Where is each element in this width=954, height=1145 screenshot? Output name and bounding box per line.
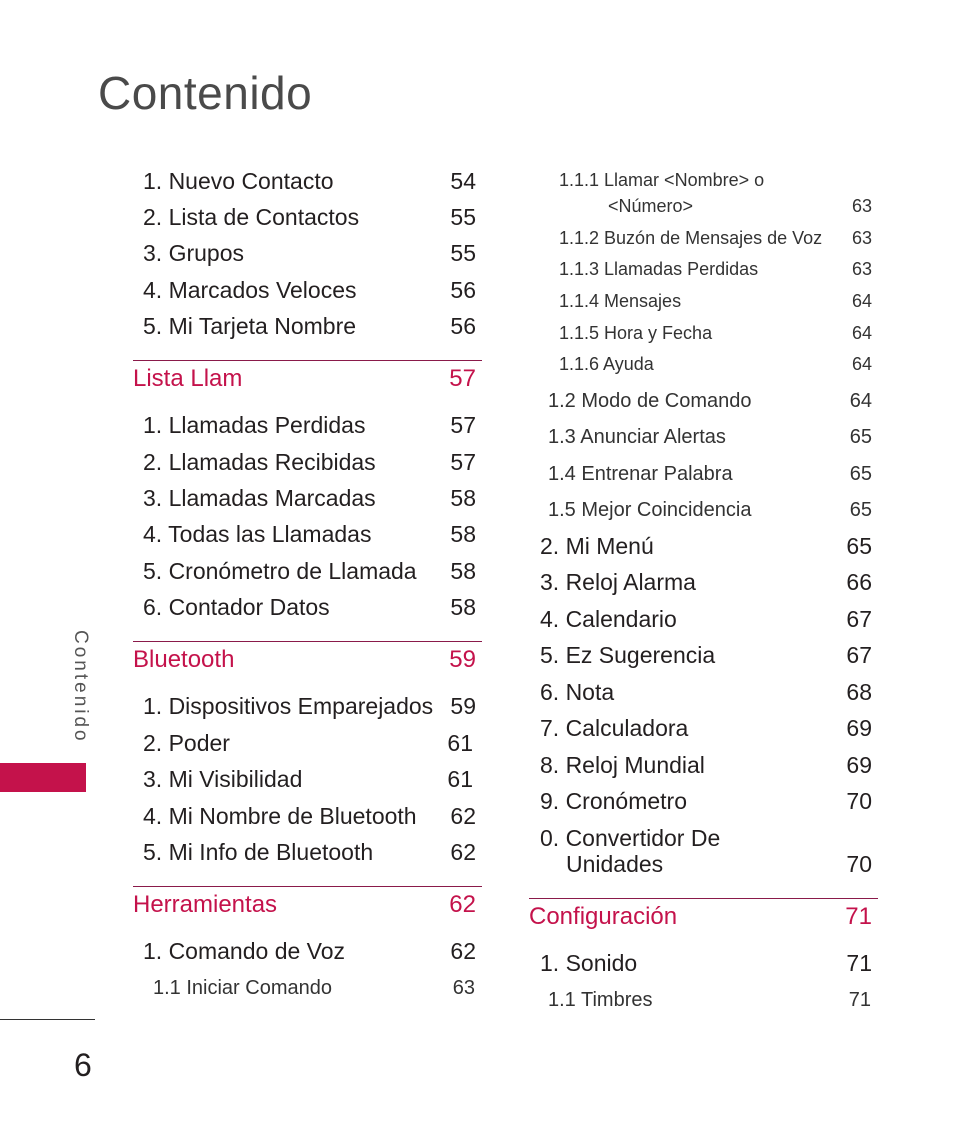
toc-entry[interactable]	[143, 449, 476, 476]
toc-entry-page: 57	[450, 412, 476, 438]
toc-entry-page: 63	[851, 259, 872, 279]
toc-subentry[interactable]	[548, 463, 872, 486]
toc-entry[interactable]	[143, 693, 476, 720]
section-heading-label: Configuración	[529, 903, 678, 930]
section-heading-page: 59	[449, 646, 476, 673]
page-number: 6	[74, 1047, 92, 1083]
section-divider	[133, 886, 482, 887]
toc-entry-label: 1.2 Modo de Comando	[548, 390, 752, 412]
toc-entry-label: 1.1.5 Hora y Fecha	[559, 323, 713, 343]
toc-entry-label: 1.1.2 Buzón de Mensajes de Voz	[559, 228, 823, 248]
toc-entry[interactable]	[143, 313, 476, 340]
toc-entry[interactable]	[143, 594, 476, 621]
toc-entry[interactable]	[143, 168, 476, 195]
toc-subentry[interactable]	[559, 323, 872, 344]
toc-entry-label: 3. Grupos	[143, 240, 244, 266]
toc-entry-page: 67	[846, 606, 872, 632]
toc-entry-label: 1.1.3 Llamadas Perdidas	[559, 259, 759, 279]
section-heading-page: 57	[449, 365, 476, 392]
toc-subentry[interactable]	[548, 499, 872, 522]
toc-entry-page: 58	[450, 521, 476, 547]
toc-entry[interactable]	[540, 715, 872, 742]
toc-subentry[interactable]	[153, 977, 475, 1000]
side-tab-marker	[0, 763, 86, 792]
toc-entry-page: 61	[447, 730, 473, 756]
toc-entry-label: 3. Mi Visibilidad	[143, 766, 303, 792]
toc-entry-label: 5. Mi Tarjeta Nombre	[143, 313, 357, 339]
toc-entry-page: 58	[450, 558, 476, 584]
toc-entry-label: 5. Ez Sugerencia	[540, 642, 716, 668]
toc-entry-label: 1. Sonido	[540, 950, 638, 976]
section-divider	[133, 360, 482, 361]
toc-entry-page: 62	[450, 938, 476, 964]
toc-entry-page: 63	[452, 977, 475, 999]
toc-subentry[interactable]	[548, 426, 872, 449]
toc-entry-label: 5. Mi Info de Bluetooth	[143, 839, 374, 865]
toc-entry[interactable]	[540, 752, 872, 779]
toc-entry-page: 70	[846, 788, 872, 814]
toc-subentry[interactable]	[559, 259, 872, 280]
section-heading-label: Herramientas	[133, 891, 278, 918]
toc-entry-page: 65	[846, 533, 872, 559]
toc-entry-page: 58	[450, 594, 476, 620]
toc-entry-page: 71	[846, 950, 872, 976]
toc-entry-page: 57	[450, 449, 476, 475]
toc-entry-page: 64	[851, 354, 872, 374]
toc-entry-label: 1. Dispositivos Emparejados	[143, 693, 434, 719]
toc-entry[interactable]	[143, 521, 476, 548]
footer-divider	[0, 1019, 95, 1020]
toc-entry-page: 58	[450, 485, 476, 511]
toc-entry[interactable]	[143, 412, 476, 439]
toc-entry-label: 1.4 Entrenar Palabra	[548, 463, 733, 485]
toc-entry-page: 65	[849, 463, 872, 485]
toc-entry-label: 3. Reloj Alarma	[540, 569, 696, 595]
toc-subentry[interactable]	[548, 989, 871, 1012]
toc-entry-label: 8. Reloj Mundial	[540, 752, 705, 778]
toc-entry-label: 1.1.1 Llamar <Nombre> o	[559, 170, 765, 190]
toc-entry[interactable]	[143, 485, 476, 512]
toc-entry-label: 1.5 Mejor Coincidencia	[548, 499, 752, 521]
toc-entry-page: 66	[846, 569, 872, 595]
toc-entry-label: 1. Llamadas Perdidas	[143, 412, 366, 438]
toc-entry-page: 64	[851, 323, 872, 343]
section-divider	[529, 898, 878, 899]
toc-entry-label: 1. Nuevo Contacto	[143, 168, 334, 194]
toc-entry-page: 63	[851, 196, 872, 216]
toc-entry-label: 6. Nota	[540, 679, 615, 705]
toc-entry-label: 1.1.4 Mensajes	[559, 291, 682, 311]
toc-entry-page: 62	[450, 803, 476, 829]
toc-subentry-continued[interactable]	[608, 196, 872, 217]
toc-entry-page: 70	[846, 851, 872, 877]
toc-entry-page: 71	[848, 989, 871, 1011]
toc-entry[interactable]	[143, 730, 473, 757]
toc-entry-page: 56	[450, 277, 476, 303]
toc-entry-page: 61	[447, 766, 473, 792]
toc-entry-page: 55	[450, 204, 476, 230]
toc-entry[interactable]	[540, 533, 872, 560]
toc-entry-label: 7. Calculadora	[540, 715, 689, 741]
toc-entry-label: 9. Cronómetro	[540, 788, 688, 814]
toc-entry[interactable]	[143, 277, 476, 304]
toc-entry-label: 2. Poder	[143, 730, 230, 756]
toc-entry-page: 69	[846, 715, 872, 741]
toc-subentry[interactable]	[559, 170, 873, 191]
toc-entry[interactable]	[143, 240, 476, 267]
toc-entry-page: 63	[851, 228, 872, 248]
toc-entry-label: 2. Mi Menú	[540, 533, 654, 559]
toc-entry-page: 64	[851, 291, 872, 311]
section-heading-lista-llam[interactable]	[133, 365, 476, 393]
toc-entry-page: 65	[849, 499, 872, 521]
toc-entry-label: 4. Calendario	[540, 606, 677, 632]
toc-entry-page: 64	[849, 390, 872, 412]
toc-entry-label: 5. Cronómetro de Llamada	[143, 558, 417, 584]
toc-entry[interactable]	[540, 569, 872, 596]
toc-entry-label: 2. Lista de Contactos	[143, 204, 360, 230]
toc-entry[interactable]	[143, 938, 476, 965]
toc-entry[interactable]	[143, 766, 473, 793]
toc-entry-page: 65	[849, 426, 872, 448]
toc-entry-label: 1.1 Iniciar Comando	[153, 977, 332, 999]
toc-entry-label: 4. Mi Nombre de Bluetooth	[143, 803, 417, 829]
toc-entry[interactable]	[540, 950, 872, 977]
side-section-label: Contenido	[70, 630, 91, 744]
toc-subentry[interactable]	[559, 291, 872, 312]
toc-entry-label: 0. Convertidor De	[540, 825, 721, 851]
toc-entry-label: <Número>	[608, 196, 694, 216]
toc-entry-page: 68	[846, 679, 872, 705]
toc-entry-page: 62	[450, 839, 476, 865]
toc-entry[interactable]	[540, 606, 872, 633]
section-heading-label: Bluetooth	[133, 646, 235, 673]
toc-entry-label: Unidades	[566, 851, 664, 877]
toc-entry-label: 1. Comando de Voz	[143, 938, 346, 964]
section-heading-page: 62	[449, 891, 476, 918]
toc-entry-label: 1.1.6 Ayuda	[559, 354, 654, 374]
toc-entry[interactable]	[143, 839, 476, 866]
section-divider	[133, 641, 482, 642]
toc-entry[interactable]	[143, 803, 476, 830]
section-heading-page: 71	[845, 903, 872, 930]
toc-entry-label: 2. Llamadas Recibidas	[143, 449, 376, 475]
toc-entry-label: 4. Marcados Veloces	[143, 277, 357, 303]
toc-entry[interactable]	[540, 642, 872, 669]
toc-subentry[interactable]	[548, 390, 872, 413]
toc-entry-page: 69	[846, 752, 872, 778]
toc-entry-page: 55	[450, 240, 476, 266]
section-heading-bluetooth[interactable]	[133, 646, 476, 674]
toc-entry-page: 67	[846, 642, 872, 668]
section-heading-configuracion[interactable]	[529, 903, 872, 931]
toc-subentry[interactable]	[559, 228, 872, 249]
toc-entry-label: 6. Contador Datos	[143, 594, 330, 620]
toc-entry[interactable]	[540, 825, 872, 852]
toc-entry-label: 3. Llamadas Marcadas	[143, 485, 376, 511]
page-title: Contenido	[98, 67, 313, 119]
toc-entry-page: 54	[450, 168, 476, 194]
section-heading-label: Lista Llam	[133, 365, 243, 392]
toc-subentry[interactable]	[559, 354, 872, 375]
toc-entry-label: 1.1 Timbres	[548, 989, 653, 1011]
toc-entry-page: 59	[450, 693, 476, 719]
toc-entry-label: 4. Todas las Llamadas	[143, 521, 372, 547]
toc-entry-continued[interactable]	[566, 851, 872, 878]
toc-entry-page: 56	[450, 313, 476, 339]
section-heading-herramientas[interactable]	[133, 891, 476, 919]
toc-entry[interactable]	[540, 679, 872, 706]
toc-entry[interactable]	[143, 204, 476, 231]
toc-entry-label: 1.3 Anunciar Alertas	[548, 426, 726, 448]
toc-entry[interactable]	[143, 558, 476, 585]
toc-entry[interactable]	[540, 788, 872, 815]
